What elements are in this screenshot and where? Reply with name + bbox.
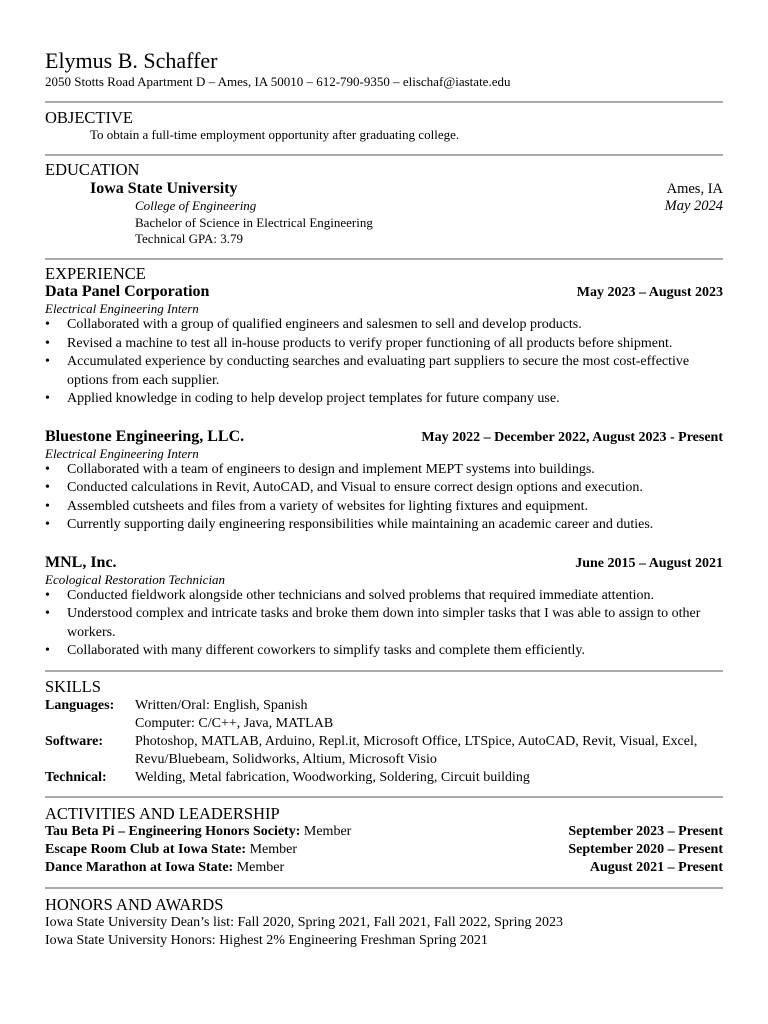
skills-label: Software: — [45, 733, 104, 749]
bullet-text: Accumulated experience by conducting searches and evaluating part suppliers to secure the most cost-effective options from each supplier. — [67, 354, 690, 388]
bullet-text: Collaborated with a team of engineers to design and implement MEPT systems into buildings. — [67, 461, 595, 477]
degree: Bachelor of Science in Electrical Engineering — [135, 215, 373, 230]
section-title-activities: ACTIVITIES AND LEADERSHIP — [45, 803, 280, 823]
bullet-icon: • — [45, 335, 50, 351]
bullet-text: Collaborated with a group of qualified engineers and salesmen to sell and develop products. — [67, 317, 582, 332]
honor-item: Iowa State University Honors: Highest 2% Engineering Freshman Spring 2021 — [45, 932, 488, 948]
divider — [45, 101, 723, 103]
activity-dates: August 2021 – Present — [589, 859, 723, 875]
job-dates: May 2022 – December 2022, August 2023 - Present — [421, 429, 723, 445]
skills-value — [135, 697, 723, 733]
list-item — [45, 479, 723, 498]
section-title-honors: HONORS AND AWARDS — [45, 894, 224, 914]
skills-languages-row — [45, 697, 723, 733]
school-location: Ames, IA — [666, 181, 723, 197]
activity-role: Member — [303, 823, 352, 839]
activity-role: Member — [236, 859, 285, 875]
languages-spoken: Written/Oral: English, Spanish — [135, 697, 308, 713]
divider — [45, 258, 723, 260]
graduation-date: May 2024 — [664, 198, 723, 214]
job-header — [45, 554, 723, 572]
list-item — [45, 516, 723, 535]
job-entry — [45, 554, 723, 661]
job-dates: June 2015 – August 2021 — [575, 555, 723, 571]
list-item — [45, 316, 723, 335]
divider — [45, 670, 723, 672]
job-role: Ecological Restoration Technician — [45, 571, 226, 587]
bullet-icon: • — [45, 498, 50, 514]
education-college-row — [45, 198, 723, 215]
bullet-text: Conducted calculations in Revit, AutoCAD, and Visual to ensure correct design options and execution. — [67, 480, 643, 495]
languages-computer: Computer: C/C++, Java, MATLAB — [135, 715, 334, 731]
activity-org: Tau Beta Pi – Engineering Honors Society: — [45, 823, 301, 839]
section-title-objective: OBJECTIVE — [45, 108, 133, 127]
bullet-icon: • — [45, 643, 50, 658]
list-item — [45, 642, 723, 661]
objective-text: To obtain a full-time employment opportunity after graduating college. — [90, 127, 460, 142]
education-school-row — [45, 180, 723, 198]
company-name: Data Panel Corporation — [45, 283, 210, 300]
job-dates: May 2023 – August 2023 — [576, 285, 723, 300]
gpa: Technical GPA: 3.79 — [135, 231, 244, 246]
school-name: Iowa State University — [90, 180, 238, 197]
bullet-icon: • — [45, 317, 50, 332]
activity-dates: September 2023 – Present — [568, 823, 723, 839]
skills-value: Photoshop, MATLAB, Arduino, Repl.it, Microsoft Office, LTSpice, AutoCAD, Revit, Visual, Excel, Revu/Bluebeam, Solidworks, Altium, Microsoft Visio — [135, 733, 698, 767]
divider — [45, 887, 723, 889]
activity-org: Escape Room Club at Iowa State: — [45, 841, 247, 857]
activity-row — [45, 823, 723, 841]
bullet-icon: • — [45, 391, 50, 406]
list-item — [45, 587, 723, 606]
bullet-icon: • — [45, 606, 50, 621]
job-role: Electrical Engineering Intern — [45, 301, 199, 316]
section-title-experience: EXPERIENCE — [45, 264, 146, 283]
company-name: MNL, Inc. — [45, 553, 117, 571]
job-bullets — [45, 587, 723, 661]
bullet-text: Currently supporting daily engineering responsibilities while maintaining an academic career and duties. — [67, 517, 654, 532]
bullet-icon: • — [45, 461, 50, 477]
activity-item — [45, 823, 351, 841]
list-item — [45, 335, 723, 354]
resume-page — [45, 48, 723, 950]
bullet-text: Revised a machine to test all in-house products to verify proper functioning of all products before shipment. — [67, 335, 673, 351]
job-entry — [45, 283, 723, 409]
skills-technical-row — [45, 769, 723, 787]
skills-label: Languages: — [45, 697, 115, 713]
job-header — [45, 283, 723, 301]
list-item — [45, 498, 723, 517]
bullet-text: Collaborated with many different coworkers to simplify tasks and complete them efficiently. — [67, 643, 585, 658]
activity-item — [45, 841, 297, 859]
activity-row — [45, 841, 723, 859]
divider — [45, 154, 723, 156]
bullet-icon: • — [45, 587, 50, 603]
job-role: Electrical Engineering Intern — [45, 445, 199, 461]
activity-row — [45, 859, 723, 877]
contact-line: 2050 Stotts Road Apartment D – Ames, IA 50010 – 612-790-9350 – elischaf@iastate.edu — [45, 74, 511, 89]
bullet-text: Understood complex and intricate tasks and broke them down into simpler tasks that I was able to assign to other workers. — [67, 606, 701, 640]
job-bullets — [45, 461, 723, 535]
section-title-skills: SKILLS — [45, 676, 101, 696]
activity-org: Dance Marathon at Iowa State: — [45, 859, 234, 875]
skills-label: Technical: — [45, 769, 107, 785]
bullet-text: Conducted fieldwork alongside other technicians and solved problems that required immediate attention. — [67, 587, 655, 603]
divider — [45, 796, 723, 798]
job-header — [45, 428, 723, 446]
activity-dates: September 2020 – Present — [568, 841, 723, 857]
bullet-icon: • — [45, 480, 50, 495]
bullet-text: Applied knowledge in coding to help develop project templates for future company use. — [67, 391, 560, 406]
list-item — [45, 390, 723, 409]
bullet-icon: • — [45, 354, 50, 369]
job-entry — [45, 428, 723, 535]
resume-name: Elymus B. Schaffer — [45, 48, 218, 73]
company-name: Bluestone Engineering, LLC. — [45, 427, 245, 445]
activity-role: Member — [249, 841, 297, 857]
honor-item: Iowa State University Dean’s list: Fall 2020, Spring 2021, Fall 2021, Fall 2022, Spring 2023 — [45, 914, 563, 930]
skills-value: Welding, Metal fabrication, Woodworking, Soldering, Circuit building — [135, 769, 530, 785]
section-title-education: EDUCATION — [45, 160, 140, 179]
college-name: College of Engineering — [135, 198, 257, 213]
list-item — [45, 353, 723, 390]
bullet-icon: • — [45, 517, 50, 532]
skills-software-row — [45, 733, 723, 769]
bullet-text: Assembled cutsheets and files from a variety of websites for lighting fixtures and equipment. — [67, 498, 588, 514]
activity-item — [45, 859, 284, 877]
list-item — [45, 461, 723, 480]
list-item — [45, 605, 723, 642]
job-bullets — [45, 316, 723, 409]
